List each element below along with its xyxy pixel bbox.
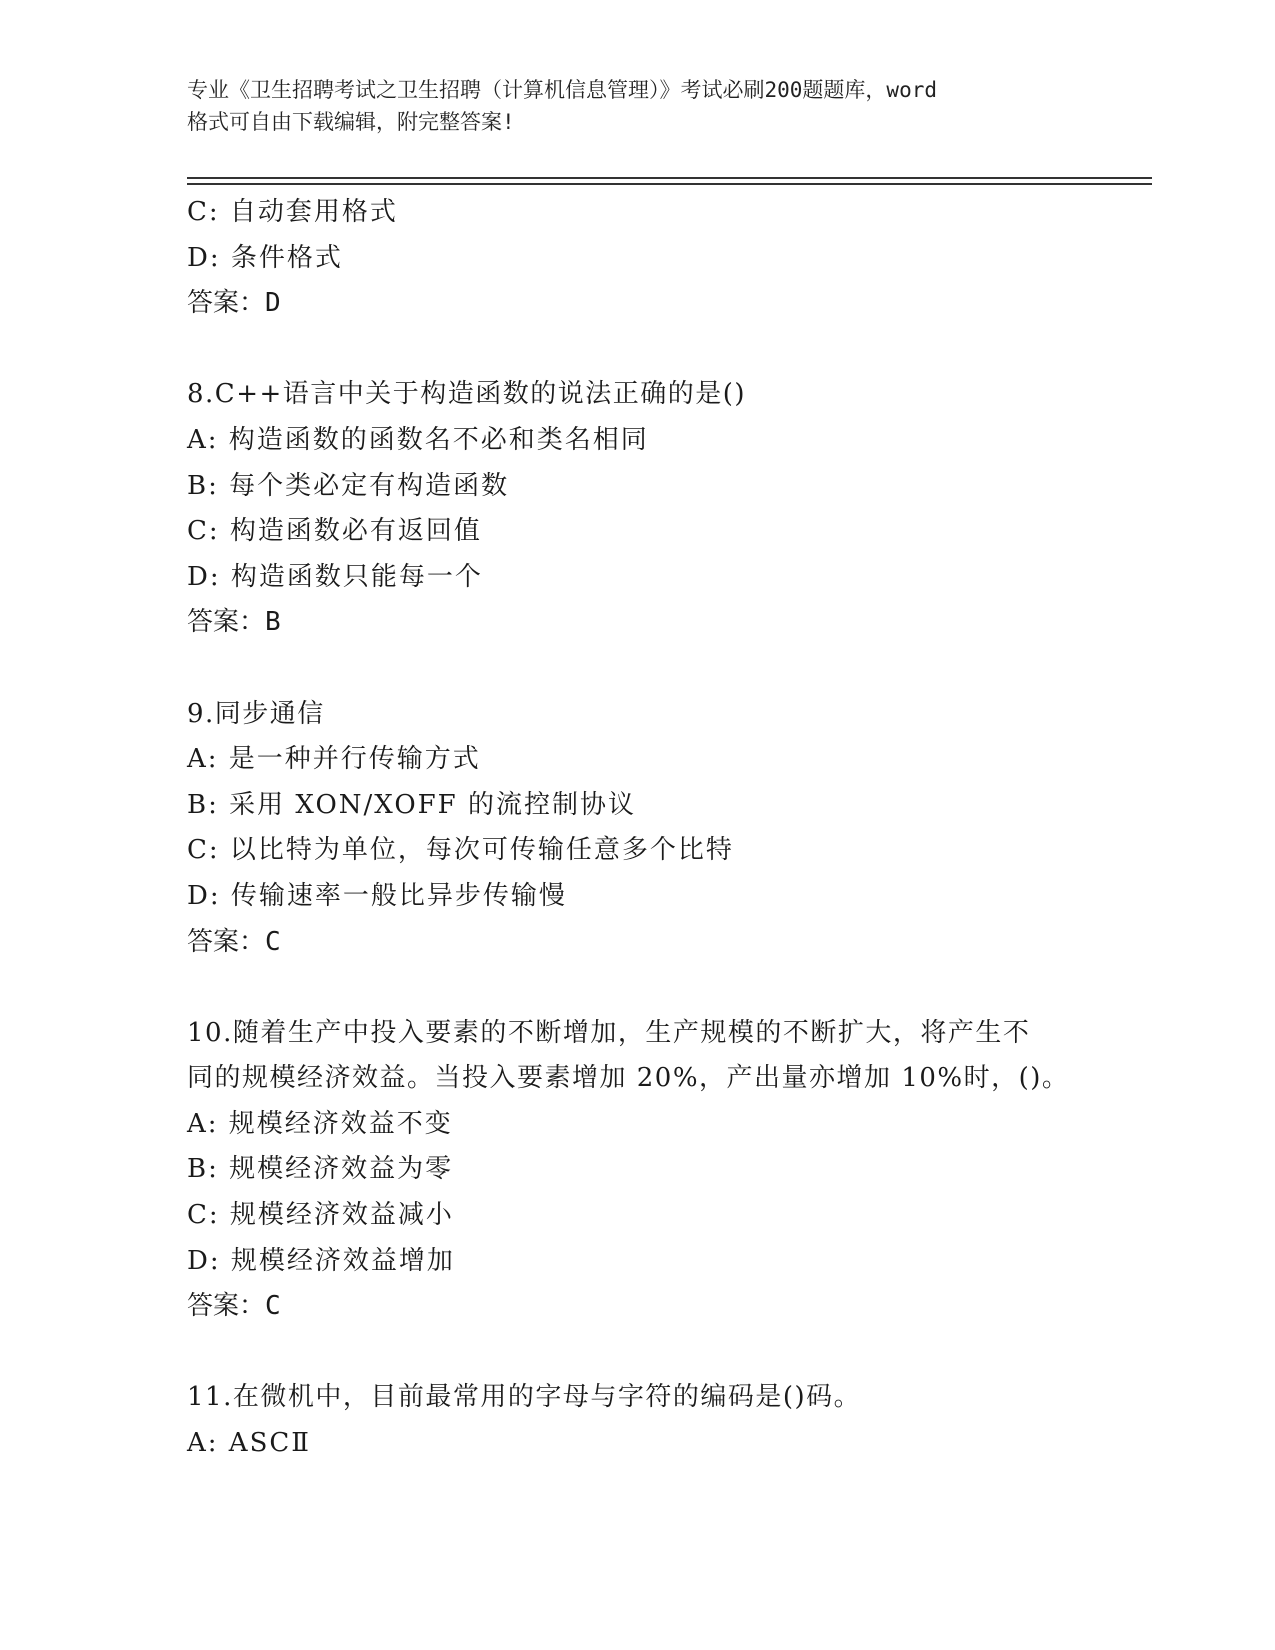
- option-c: C: 以比特为单位，每次可传输任意多个比特: [187, 835, 734, 866]
- answer: 答案：C: [187, 926, 281, 957]
- header-line-1: 专业《卫生招聘考试之卫生招聘（计算机信息管理）》考试必刷200题题库，word: [187, 78, 937, 102]
- header-divider-bottom: [187, 183, 1152, 185]
- document-header: [187, 74, 1087, 138]
- option-d: D: 传输速率一般比异步传输慢: [187, 880, 567, 911]
- question-7-tail: [187, 190, 1147, 327]
- option-a: A: 规模经济效益不变: [187, 1108, 453, 1139]
- option-d: D: 条件格式: [187, 242, 343, 273]
- header-divider-top: [187, 177, 1152, 179]
- option-b: B: 采用 XON/XOFF 的流控制协议: [187, 789, 636, 820]
- spacer: [187, 327, 1147, 373]
- question-title: 11.在微机中，目前最常用的字母与字符的编码是()码。: [187, 1382, 862, 1413]
- question-9: [187, 692, 1147, 966]
- option-b: B: 每个类必定有构造函数: [187, 470, 510, 501]
- option-c: C: 构造函数必有返回值: [187, 516, 482, 547]
- option-c: C: 自动套用格式: [187, 197, 398, 227]
- option-c: C: 规模经济效益减小: [187, 1200, 454, 1231]
- question-title: 9.同步通信: [187, 698, 325, 729]
- option-a: A: ASCⅡ: [187, 1428, 311, 1459]
- header-line-2: 格式可自由下载编辑，附完整答案!: [187, 110, 515, 134]
- question-11: [187, 1375, 1147, 1466]
- question-title-line-2: 同的规模经济效益。当投入要素增加 20%，产出量亦增加 10%时，()。: [187, 1063, 1070, 1094]
- spacer: [187, 965, 1147, 1011]
- spacer: [187, 1330, 1147, 1376]
- option-a: A: 构造函数的函数名不必和类名相同: [187, 424, 649, 455]
- question-8: [187, 372, 1147, 646]
- answer: 答案：C: [187, 1291, 281, 1322]
- option-d: D: 规模经济效益增加: [187, 1245, 455, 1276]
- spacer: [187, 646, 1147, 692]
- answer: 答案：B: [187, 607, 281, 638]
- option-b: B: 规模经济效益为零: [187, 1154, 454, 1185]
- question-list: [187, 190, 1147, 1467]
- question-10: [187, 1011, 1147, 1330]
- question-title-line-1: 10.随着生产中投入要素的不断增加，生产规模的不断扩大，将产生不: [187, 1017, 1031, 1048]
- question-title: 8.C++语言中关于构造函数的说法正确的是(): [187, 379, 747, 410]
- option-a: A: 是一种并行传输方式: [187, 744, 481, 775]
- answer: 答案：D: [187, 288, 281, 319]
- option-d: D: 构造函数只能每一个: [187, 561, 483, 592]
